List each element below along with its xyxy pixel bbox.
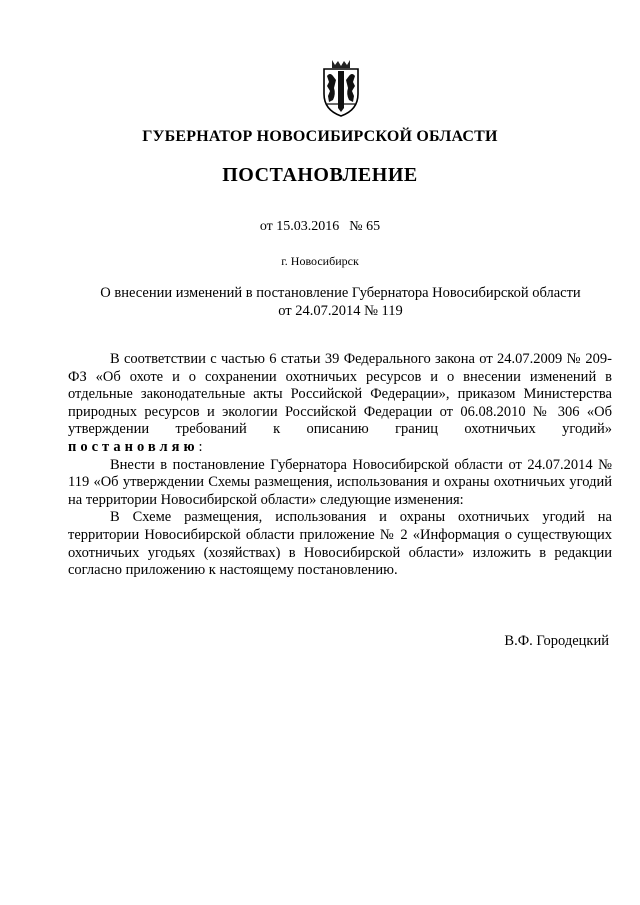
title-line-1: О внесении изменений в постановление Губернатора Новосибирской области xyxy=(100,285,581,301)
decree-word: постановляю xyxy=(68,438,199,455)
document-date: от 15.03.2016 xyxy=(259,219,340,234)
preamble-text: В соответствии с частью 6 статьи 39 Федерального закона от 24.07.2009 № 209-ФЗ «Об охоте и о сохранении охотничьих ресурсов и о внесении изменений в отдельные законодательные акты Российской Федерации», приказом Министерства природных ресурсов и экологии Российской Федерации от 06.08.2010 № 306 «Об утверждении требований к описанию границ охотничьих угодий» xyxy=(68,351,612,438)
document-body xyxy=(68,351,612,580)
city: г. Новосибирск xyxy=(281,254,359,268)
paragraph-resolution: Внести в постановление Губернатора Новосибирской области от 24.07.2014 № 119 «Об утверждении Схемы размещения, использования и охраны охотничьих угодий на территории Новосибирской области» следующие изменения: xyxy=(68,456,612,508)
document-number: № 65 xyxy=(349,219,381,234)
document-type: ПОСТАНОВЛЕНИЕ xyxy=(222,164,418,186)
date-number-line xyxy=(0,219,640,235)
decree-colon: : xyxy=(198,438,203,455)
signature-name: В.Ф. Городецкий xyxy=(504,633,609,649)
novosibirsk-coat-of-arms-icon xyxy=(315,58,367,118)
title-line-2: от 24.07.2014 № 119 xyxy=(278,302,403,319)
issuing-authority: ГУБЕРНАТОР НОВОСИБИРСКОЙ ОБЛАСТИ xyxy=(142,128,498,145)
document-title xyxy=(70,285,611,320)
paragraph-change: В Схеме размещения, использования и охраны охотничьих угодий на территории Новосибирской области приложение № 2 «Информация о существующих охотничьих угодьях (хозяйствах) в Новосибирской области» изложить в редакции согласно приложению к настоящему постановлению. xyxy=(68,509,612,579)
paragraph-preamble xyxy=(68,351,612,457)
